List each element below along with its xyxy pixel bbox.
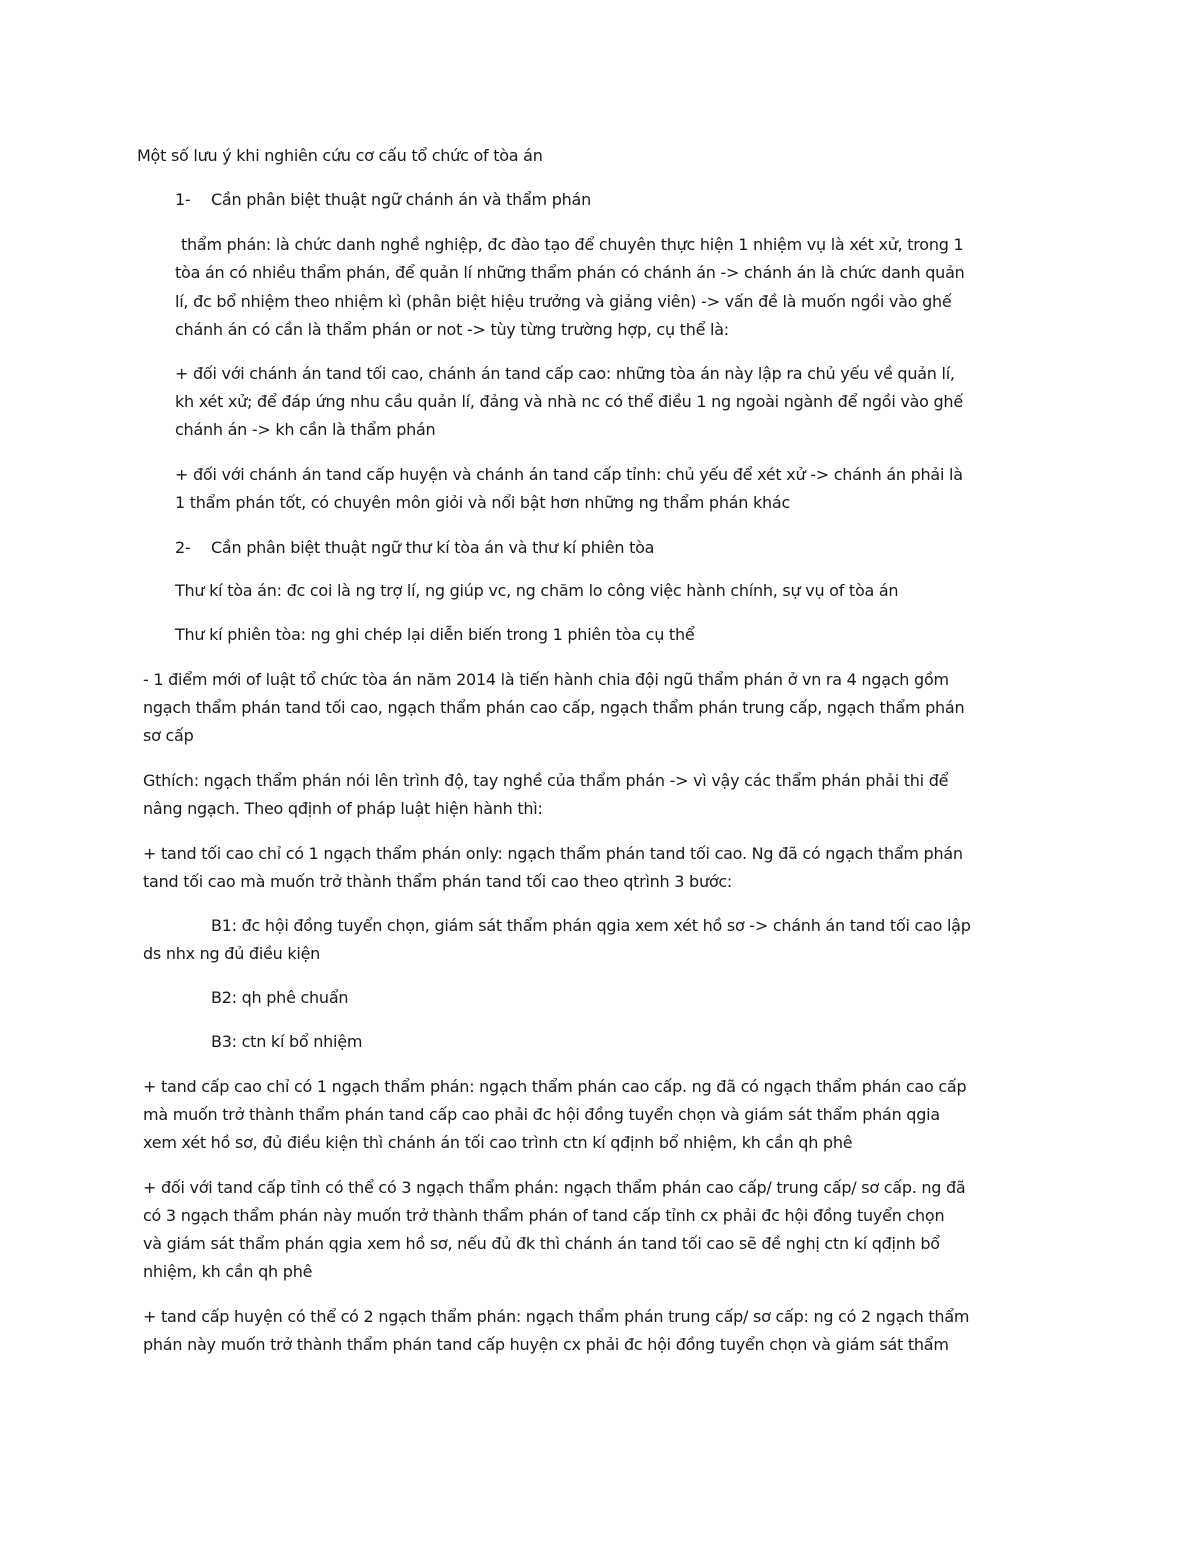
- paragraph-line: phán này muốn trở thành thẩm phán tand cấp huyện cx phải đc hội đồng tuyển chọn và giám sát thẩm: [143, 1335, 949, 1354]
- step-line: B3: ctn kí bổ nhiệm: [211, 1032, 363, 1051]
- heading-1-number: 1-: [175, 190, 191, 209]
- heading-1-text: Cần phân biệt thuật ngữ chánh án và thẩm phán: [211, 190, 591, 209]
- heading-2: [175, 537, 654, 559]
- paragraph-line: tand tối cao mà muốn trở thành thẩm phán tand tối cao theo qtrình 3 bước:: [143, 872, 733, 891]
- step-line: B1: đc hội đồng tuyển chọn, giám sát thẩm phán qgia xem xét hồ sơ -> chánh án tand tối cao lập: [211, 916, 971, 935]
- paragraph-line: có 3 ngạch thẩm phán này muốn trở thành thẩm phán of tand cấp tỉnh cx phải đc hội đồng tuyển chọn: [143, 1206, 945, 1225]
- paragraph-line: + tand cấp cao chỉ có 1 ngạch thẩm phán: ngạch thẩm phán cao cấp. ng đã có ngạch thẩm phán cao cấp: [143, 1077, 967, 1096]
- paragraph-line: Thư kí tòa án: đc coi là ng trợ lí, ng giúp vc, ng chăm lo công việc hành chính, sự vụ of tòa án: [175, 581, 899, 600]
- paragraph-line: mà muốn trở thành thẩm phán tand cấp cao phải đc hội đồng tuyển chọn và giám sát thẩm phán qgia: [143, 1105, 940, 1124]
- paragraph-line: + đối với chánh án tand cấp huyện và chánh án tand cấp tỉnh: chủ yếu để xét xử -> chánh án phải là: [175, 465, 963, 484]
- paragraph-line: chánh án -> kh cần là thẩm phán: [175, 420, 436, 439]
- paragraph-line: sơ cấp: [143, 726, 194, 745]
- heading-1: [175, 189, 591, 211]
- step-line: B2: qh phê chuẩn: [211, 988, 349, 1007]
- paragraph-line: kh xét xử; để đáp ứng nhu cầu quản lí, đảng và nhà nc có thể điều 1 ng ngoài ngành để ngồi vào ghế: [175, 392, 963, 411]
- paragraph-line: và giám sát thẩm phán qgia xem hồ sơ, nếu đủ đk thì chánh án tand tối cao sẽ đề nghị ctn kí qđịnh bổ: [143, 1234, 940, 1253]
- paragraph-line: - 1 điểm mới of luật tổ chức tòa án năm 2014 là tiến hành chia đội ngũ thẩm phán ở vn ra 4 ngạch gồm: [143, 670, 949, 689]
- paragraph-line: + tand tối cao chỉ có 1 ngạch thẩm phán only: ngạch thẩm phán tand tối cao. Ng đã có ngạch thẩm phán: [143, 844, 963, 863]
- document-title: Một số lưu ý khi nghiên cứu cơ cấu tổ chức of tòa án: [137, 146, 543, 165]
- paragraph-line: 1 thẩm phán tốt, có chuyên môn giỏi và nổi bật hơn những ng thẩm phán khác: [175, 493, 791, 512]
- paragraph-line: + đối với chánh án tand tối cao, chánh án tand cấp cao: những tòa án này lập ra chủ yếu về quản lí,: [175, 364, 955, 383]
- step-line: ds nhx ng đủ điều kiện: [143, 944, 321, 963]
- paragraph-line: tòa án có nhiều thẩm phán, để quản lí những thẩm phán có chánh án -> chánh án là chức danh quản: [175, 263, 965, 282]
- paragraph-line: + tand cấp huyện có thể có 2 ngạch thẩm phán: ngạch thẩm phán trung cấp/ sơ cấp: ng có 2 ngạch thẩm: [143, 1307, 970, 1326]
- paragraph-line: lí, đc bổ nhiệm theo nhiệm kì (phân biệt hiệu trưởng và giảng viên) -> vấn đề là muốn ngồi vào ghế: [175, 292, 952, 311]
- paragraph-line: xem xét hồ sơ, đủ điều kiện thì chánh án tối cao trình ctn kí qđịnh bổ nhiệm, kh cần qh phê: [143, 1133, 853, 1152]
- paragraph-line: Thư kí phiên tòa: ng ghi chép lại diễn biến trong 1 phiên tòa cụ thể: [175, 625, 695, 644]
- heading-2-number: 2-: [175, 538, 191, 557]
- heading-2-text: Cần phân biệt thuật ngữ thư kí tòa án và thư kí phiên tòa: [211, 538, 655, 557]
- paragraph-line: ngạch thẩm phán tand tối cao, ngạch thẩm phán cao cấp, ngạch thẩm phán trung cấp, ngạch thẩm phán: [143, 698, 965, 717]
- paragraph-line: nhiệm, kh cần qh phê: [143, 1262, 313, 1281]
- paragraph-line: chánh án có cần là thẩm phán or not -> tùy từng trường hợp, cụ thể là:: [175, 320, 729, 339]
- paragraph-line: Gthích: ngạch thẩm phán nói lên trình độ, tay nghề của thẩm phán -> vì vậy các thẩm phán phải thi để: [143, 771, 949, 790]
- paragraph-line: + đối với tand cấp tỉnh có thể có 3 ngạch thẩm phán: ngạch thẩm phán cao cấp/ trung cấp/ sơ cấp. ng đã: [143, 1178, 966, 1197]
- paragraph-line: nâng ngạch. Theo qđịnh of pháp luật hiện hành thì:: [143, 799, 543, 818]
- paragraph-line: thẩm phán: là chức danh nghề nghiệp, đc đào tạo để chuyên thực hiện 1 nhiệm vụ là xét xử, trong 1: [181, 235, 964, 254]
